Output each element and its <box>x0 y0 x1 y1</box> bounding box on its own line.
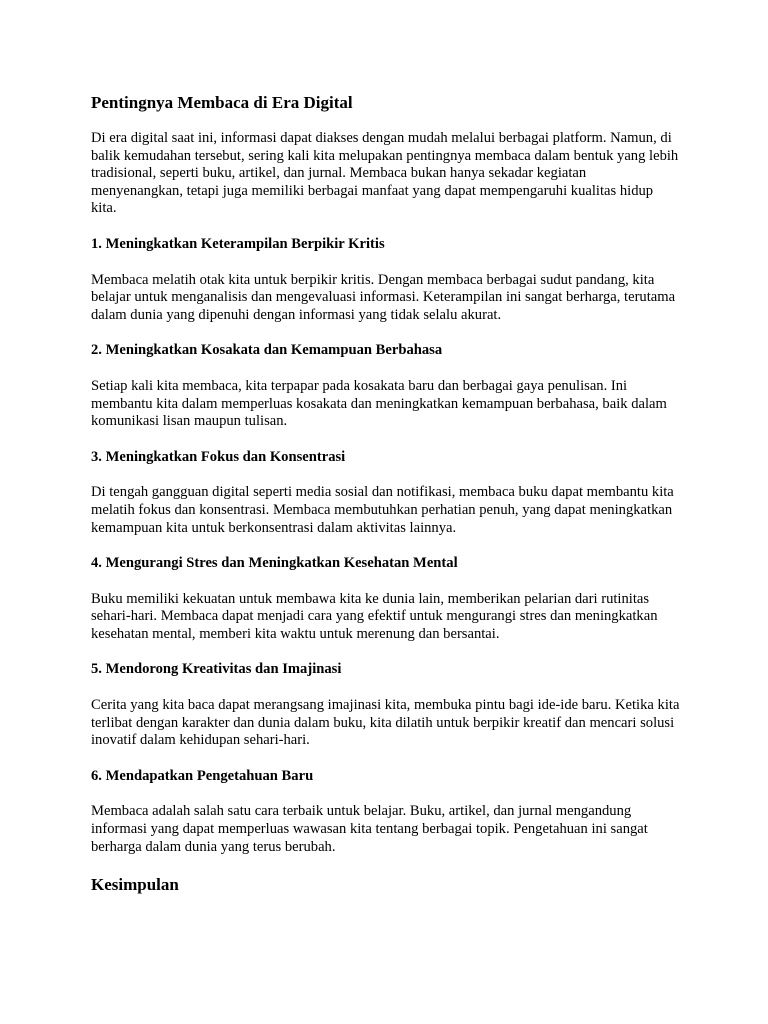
section-heading-4: 4. Mengurangi Stres dan Meningkatkan Kesehatan Mental <box>91 555 458 572</box>
conclusion-heading: Kesimpulan <box>91 875 179 895</box>
intro-paragraph: Di era digital saat ini, informasi dapat diakses dengan mudah melalui berbagai platform. Namun, di balik kemudahan tersebut, sering kali kita melupakan pentingnya membaca dalam bentuk yang lebih tradisional, seperti buku, artikel, dan jurnal. Membaca bukan hanya sekadar kegiatan menyenangkan, tetapi juga memiliki berbagai manfaat yang dapat mempengaruhi kualitas hidup kita. <box>91 130 679 217</box>
section-heading-6: 6. Mendapatkan Pengetahuan Baru <box>91 767 314 784</box>
document-content <box>91 92 681 896</box>
section-paragraph-1: Membaca melatih otak kita untuk berpikir kritis. Dengan membaca berbagai sudut pandang, kita belajar untuk menganalisis dan mengevaluasi informasi. Keterampilan ini sangat berharga, terutama dalam dunia yang dipenuhi dengan informasi yang tidak selalu akurat. <box>91 271 676 323</box>
section-heading-2: 2. Meningkatkan Kosakata dan Kemampuan Berbahasa <box>91 342 443 359</box>
section-heading-3: 3. Meningkatkan Fokus dan Konsentrasi <box>91 448 346 465</box>
section-paragraph-5: Cerita yang kita baca dapat merangsang imajinasi kita, membuka pintu bagi ide-ide baru. Ketika kita terlibat dengan karakter dan dunia dalam buku, kita dilatih untuk berpikir kreatif dan mencari solusi inovatif dalam kehidupan sehari-hari. <box>91 697 680 749</box>
section-paragraph-2: Setiap kali kita membaca, kita terpapar pada kosakata baru dan berbagai gaya penulisan. Ini membantu kita dalam memperluas kosakata dan meningkatkan kemampuan berbahasa, baik dalam komunikasi lisan maupun tulisan. <box>91 377 667 430</box>
section-paragraph-6: Membaca adalah salah satu cara terbaik untuk belajar. Buku, artikel, dan jurnal mengandung informasi yang dapat memperluas wawasan kita tentang berbagai topik. Pengetahuan ini sangat berharga dalam dunia yang terus berubah. <box>91 803 648 855</box>
section-heading-1: 1. Meningkatkan Keterampilan Berpikir Kritis <box>91 235 385 252</box>
document-title: Pentingnya Membaca di Era Digital <box>91 93 353 112</box>
section-heading-5: 5. Mendorong Kreativitas dan Imajinasi <box>91 661 342 678</box>
section-paragraph-3: Di tengah gangguan digital seperti media sosial dan notifikasi, membaca buku dapat membantu kita melatih fokus dan konsentrasi. Membaca membutuhkan perhatian penuh, yang dapat meningkatkan kemampuan kita untuk berkonsentrasi dalam aktivitas lainnya. <box>91 484 674 536</box>
section-paragraph-4: Buku memiliki kekuatan untuk membawa kita ke dunia lain, memberikan pelarian dari rutinitas sehari-hari. Membaca dapat menjadi cara yang efektif untuk mengurangi stres dan meningkatkan kesehatan mental, memberi kita waktu untuk merenung dan bersantai. <box>91 590 658 642</box>
